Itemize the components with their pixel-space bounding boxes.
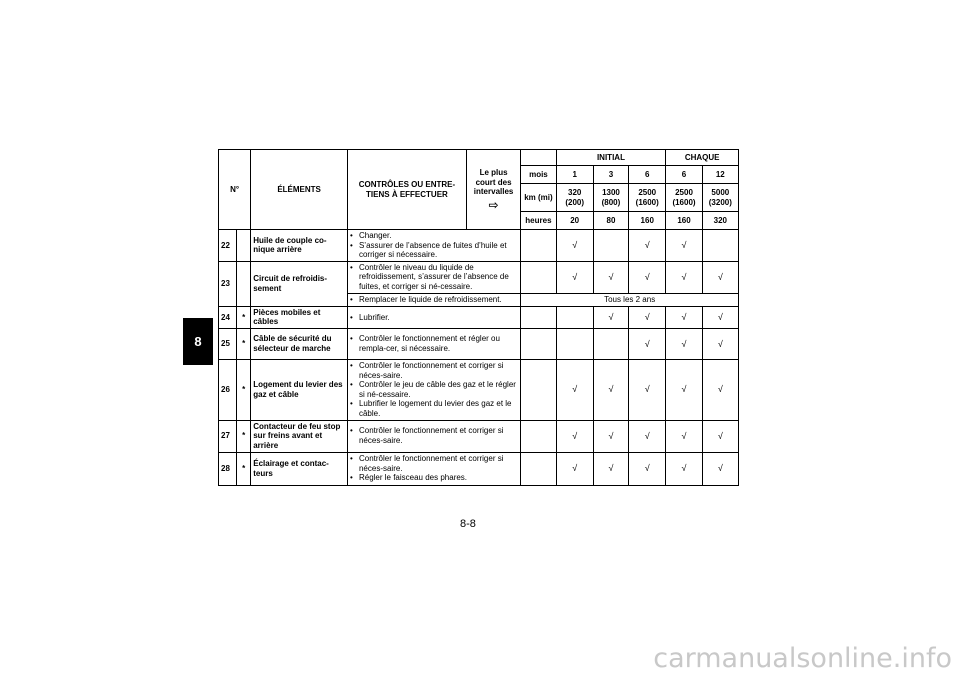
check-cell: √ — [629, 328, 666, 359]
check-cell: √ — [702, 359, 738, 420]
check-cell: √ — [556, 230, 593, 262]
check-cell: √ — [666, 261, 702, 293]
row-number: 27 — [219, 420, 237, 452]
header-no: N° — [219, 150, 251, 230]
row-item: Éclairage et contac-teurs — [251, 452, 348, 485]
check-cell — [556, 328, 593, 359]
table-row — [219, 261, 739, 293]
check-spacer — [521, 420, 556, 452]
row-number: 23 — [219, 261, 237, 306]
op-item: • S’assurer de l’absence de fuites d’huile et corriger si nécessaire. — [349, 240, 507, 260]
table-row — [219, 306, 739, 328]
op-item: • Lubrifier. — [349, 312, 390, 322]
bullet-icon: • — [349, 380, 353, 390]
op-item: • Changer. — [349, 231, 392, 240]
km-value: 1300 (800) — [593, 184, 628, 212]
check-cell: √ — [702, 306, 738, 328]
bullet-icon: • — [349, 312, 353, 322]
check-cell: √ — [666, 420, 702, 452]
row-star: * — [237, 452, 251, 485]
check-cell: √ — [593, 420, 628, 452]
bullet-icon: • — [349, 231, 353, 240]
table-row — [219, 230, 739, 262]
row-ops — [347, 261, 520, 293]
op-item: • Contrôler le niveau du liquide de refroidissement, s’assurer de l’absence de fuites, et corriger si né-cessaire. — [349, 262, 509, 292]
row-number: 28 — [219, 452, 237, 485]
row-item: Huile de couple co-nique arrière — [251, 230, 348, 262]
header-ops: CONTRÔLES OU ENTRE-TIENS À EFFECTUER — [347, 150, 466, 230]
month-value: 1 — [556, 166, 593, 184]
bullet-icon: • — [349, 262, 353, 272]
row-item: Pièces mobiles et câbles — [251, 306, 348, 328]
check-cell: √ — [629, 306, 666, 328]
chapter-tab: 8 — [183, 318, 213, 365]
op-item: • Contrôler le fonctionnement et corriger si néces-saire. — [349, 454, 504, 473]
arrow-right-icon: ⇨ — [488, 197, 499, 212]
row-ops — [347, 359, 520, 420]
row-star: * — [237, 328, 251, 359]
maintenance-table — [218, 149, 739, 486]
check-cell: √ — [666, 359, 702, 420]
check-cell: √ — [593, 261, 628, 293]
check-spacer — [521, 359, 556, 420]
km-value: 320 (200) — [556, 184, 593, 212]
row-star: * — [237, 306, 251, 328]
check-cell: √ — [556, 420, 593, 452]
op-item: • Contrôler le fonctionnement et régler ou rempla-cer, si nécessaire. — [349, 334, 500, 353]
km-label: km (mi) — [521, 184, 556, 212]
check-cell — [702, 230, 738, 262]
interval-span-text: Tous les 2 ans — [521, 293, 739, 306]
check-cell: √ — [702, 261, 738, 293]
check-spacer — [521, 452, 556, 485]
check-cell: √ — [629, 359, 666, 420]
check-cell: √ — [702, 420, 738, 452]
header-every: CHAQUE — [666, 150, 739, 166]
check-cell: √ — [556, 452, 593, 485]
check-cell: √ — [666, 306, 702, 328]
row-item: Câble de sécurité du sélecteur de marche — [251, 328, 348, 359]
check-cell — [556, 306, 593, 328]
check-spacer — [521, 306, 556, 328]
header-initial: INITIAL — [556, 150, 666, 166]
row-number: 26 — [219, 359, 237, 420]
check-cell: √ — [593, 306, 628, 328]
month-value: 6 — [666, 166, 702, 184]
check-cell: √ — [629, 261, 666, 293]
header-blank — [521, 150, 556, 166]
hours-value: 160 — [666, 212, 702, 230]
row-ops — [347, 420, 520, 452]
check-cell: √ — [702, 452, 738, 485]
row-star: * — [237, 359, 251, 420]
hours-value: 160 — [629, 212, 666, 230]
check-cell: √ — [629, 452, 666, 485]
row-ops — [347, 230, 520, 262]
header-items: ÉLÉMENTS — [251, 150, 348, 230]
table-row — [219, 328, 739, 359]
hours-value: 20 — [556, 212, 593, 230]
check-spacer — [521, 328, 556, 359]
watermark: carmanualsonline.info — [653, 643, 952, 674]
check-cell: √ — [593, 452, 628, 485]
check-cell: √ — [666, 230, 702, 262]
bullet-icon: • — [349, 426, 353, 436]
bullet-icon: • — [349, 360, 353, 370]
bullet-icon: • — [349, 473, 353, 483]
row-ops — [347, 452, 520, 485]
check-cell: √ — [702, 328, 738, 359]
op-item: • Lubrifier le logement du levier des gaz et le câble. — [349, 399, 512, 418]
op-item: • Contrôler le fonctionnement et corriger si néces-saire. — [349, 360, 504, 380]
hours-label: heures — [521, 212, 556, 230]
km-value: 5000 (3200) — [702, 184, 738, 212]
row-ops — [347, 328, 520, 359]
month-value: 12 — [702, 166, 738, 184]
check-cell: √ — [556, 359, 593, 420]
check-spacer — [521, 230, 556, 262]
row-number: 25 — [219, 328, 237, 359]
row-star — [237, 230, 251, 262]
bullet-icon: • — [349, 294, 353, 304]
table-row — [219, 359, 739, 420]
month-value: 6 — [629, 166, 666, 184]
hours-value: 80 — [593, 212, 628, 230]
row-item: Contacteur de feu stop sur freins avant et arrière — [251, 420, 348, 452]
page-number: 8-8 — [460, 518, 476, 530]
check-spacer — [521, 261, 556, 293]
km-value: 2500 (1600) — [666, 184, 702, 212]
op-item: • Régler le faisceau des phares. — [349, 473, 468, 483]
month-value: 3 — [593, 166, 628, 184]
check-cell: √ — [593, 359, 628, 420]
bullet-icon: • — [349, 399, 353, 409]
row-ops — [347, 293, 520, 306]
bullet-icon: • — [349, 334, 353, 344]
bullet-icon: • — [349, 454, 353, 464]
row-number: 22 — [219, 230, 237, 262]
op-item: • Contrôler le jeu de câble des gaz et le régler si né-cessaire. — [349, 380, 516, 399]
header-shortest — [466, 150, 520, 230]
bullet-icon: • — [349, 240, 353, 250]
check-cell — [593, 328, 628, 359]
check-cell: √ — [556, 261, 593, 293]
check-cell: √ — [629, 420, 666, 452]
table-row — [219, 420, 739, 452]
table-row — [219, 452, 739, 485]
check-cell: √ — [666, 452, 702, 485]
check-cell — [593, 230, 628, 262]
row-star — [237, 261, 251, 306]
op-item: • Contrôler le fonctionnement et corriger si néces-saire. — [349, 426, 504, 446]
op-item: • Remplacer le liquide de refroidissement. — [349, 294, 502, 304]
hours-value: 320 — [702, 212, 738, 230]
row-item: Logement du levier des gaz et câble — [251, 359, 348, 420]
check-cell: √ — [629, 230, 666, 262]
km-value: 2500 (1600) — [629, 184, 666, 212]
shortest-interval-label: Le plus court des intervalles — [473, 168, 514, 197]
month-label: mois — [521, 166, 556, 184]
row-star: * — [237, 420, 251, 452]
check-cell: √ — [666, 328, 702, 359]
row-ops — [347, 306, 520, 328]
row-number: 24 — [219, 306, 237, 328]
row-item: Circuit de refroidis-sement — [251, 261, 348, 306]
